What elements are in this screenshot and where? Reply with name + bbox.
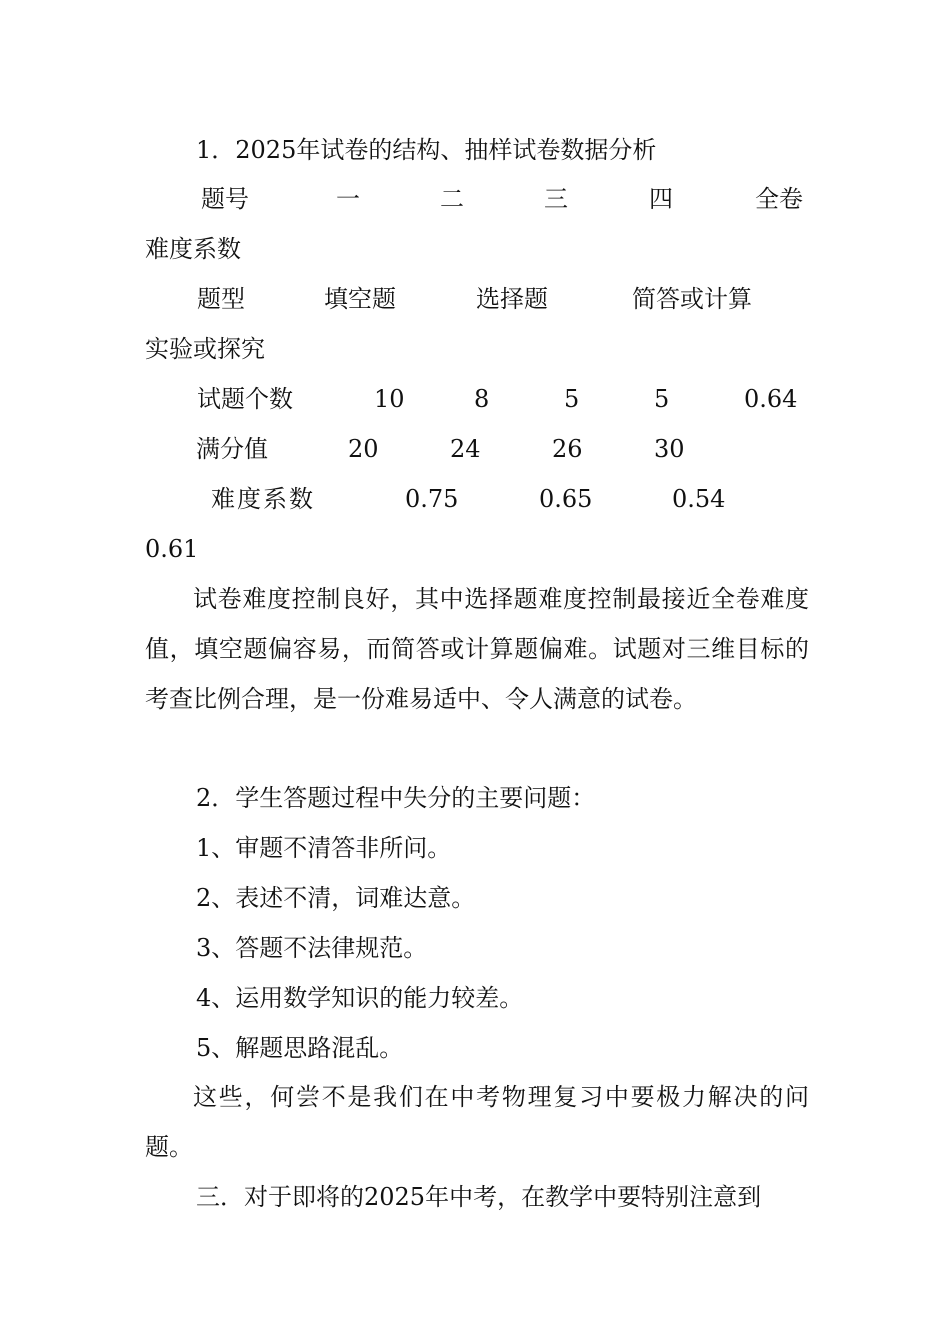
- table-row-count-col-5: 0.64: [744, 385, 798, 413]
- table-row-difficulty-col-1: 0.75: [405, 485, 459, 513]
- summary-paragraph: 这些，何尝不是我们在中考物理复习中要极力解决的问题。: [145, 1083, 809, 1161]
- section3-heading: 三．对于即将的2025年中考，在教学中要特别注意到: [196, 1183, 762, 1211]
- table-row-header-col-4: 四: [649, 185, 673, 213]
- table-row-type-col-1: 填空题: [324, 285, 396, 313]
- table-row-header-col-5: 全卷: [755, 185, 803, 213]
- problem-item-1: 1、审题不清答非所问。: [196, 834, 452, 862]
- section2-heading: 2．学生答题过程中失分的主要问题：: [196, 784, 596, 812]
- table-row-score-col-1: 20: [348, 435, 379, 463]
- table-row-score-label: 满分值: [196, 435, 268, 463]
- table-row-header-overflow: 难度系数: [145, 235, 241, 263]
- table-row-count-col-4: 5: [654, 385, 670, 413]
- table-row-header-col-3: 三: [544, 185, 568, 213]
- table-row-type-label: 题型: [197, 285, 245, 313]
- table-row-difficulty-col-2: 0.65: [539, 485, 593, 513]
- table-row-type-overflow: 实验或探究: [145, 335, 265, 363]
- table-row-difficulty-col-3: 0.54: [672, 485, 726, 513]
- table-row-count-col-1: 10: [374, 385, 405, 413]
- table-row-count-col-2: 8: [474, 385, 490, 413]
- table-row-difficulty-overflow: 0.61: [145, 535, 199, 563]
- table-row-difficulty-label: 难度系数: [211, 485, 315, 513]
- table-row-header-col-1: 一: [336, 185, 360, 213]
- section1-heading: 1．2025年试卷的结构、抽样试卷数据分析: [196, 136, 657, 164]
- table-row-count-label: 试题个数: [197, 385, 293, 413]
- table-row-score-col-4: 30: [654, 435, 685, 463]
- analysis-paragraph: 试卷难度控制良好，其中选择题难度控制最接近全卷难度值，填空题偏容易，而简答或计算题偏难。试题对三维目标的考查比例合理，是一份难易适中、令人满意的试卷。: [145, 585, 809, 713]
- problem-item-3: 3、答题不法律规范。: [196, 934, 428, 962]
- table-row-header-col-2: 二: [440, 185, 464, 213]
- table-row-count-col-3: 5: [564, 385, 580, 413]
- problem-item-2: 2、表述不清，词难达意。: [196, 884, 476, 912]
- problem-item-4: 4、运用数学知识的能力较差。: [196, 984, 524, 1012]
- table-row-type-col-3: 简答或计算: [632, 285, 752, 313]
- table-row-type-col-2: 选择题: [476, 285, 548, 313]
- table-row-header-label: 题号: [201, 185, 249, 213]
- table-row-score-col-3: 26: [552, 435, 583, 463]
- table-row-score-col-2: 24: [450, 435, 481, 463]
- problem-item-5: 5、解题思路混乱。: [196, 1034, 404, 1062]
